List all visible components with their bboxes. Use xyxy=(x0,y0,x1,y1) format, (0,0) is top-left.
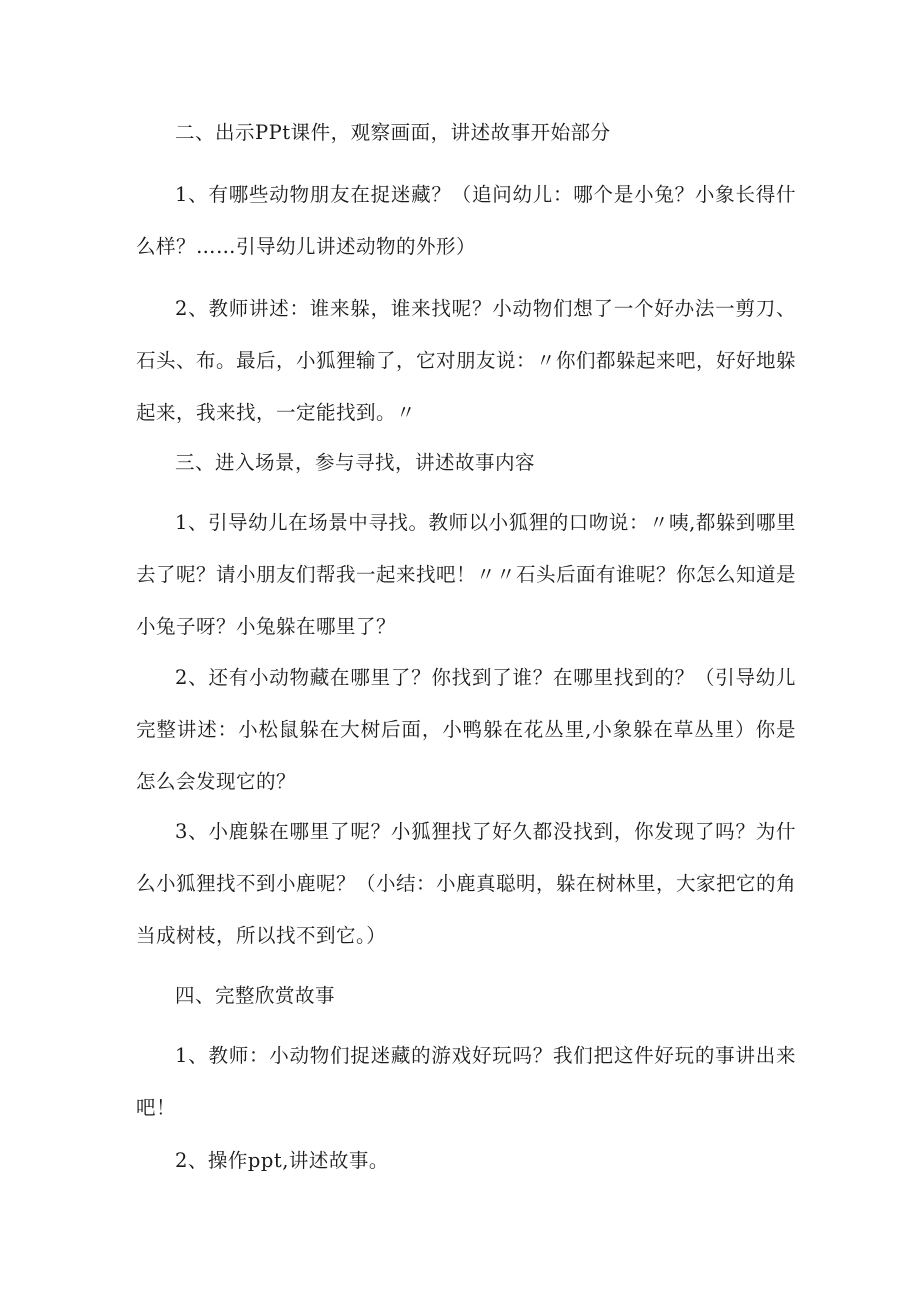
paragraph-item-6: 1、教师：小动物们捉迷藏的游戏好玩吗？我们把这件好玩的事讲出来吧！ xyxy=(136,1044,796,1119)
section-heading-2: 二、出示PPt课件，观察画面，讲述故事开始部分 xyxy=(175,121,611,144)
paragraph-item-7: 2、操作ppt,讲述故事。 xyxy=(175,1149,389,1172)
paragraph-item-3: 1、引导幼儿在场景中寻找。教师以小狐狸的口吻说：〃咦,都躲到哪里去了呢？请小朋友们帮我一起来找吧！〃〃石头后面有谁呢？你怎么知道是小兔子呀？小兔躲在哪里了？ xyxy=(136,511,797,638)
paragraph-item-4: 2、还有小动物藏在哪里了？你找到了谁？在哪里找到的？（引导幼儿完整讲述：小松鼠躲在大树后面，小鸭躲在花丛里,小象躲在草丛里）你是怎么会发现它的？ xyxy=(136,666,796,793)
paragraph-item-1: 1、有哪些动物朋友在捉迷藏？（追问幼儿：哪个是小兔？小象长得什么样？……引导幼儿讲述动物的外形） xyxy=(136,183,796,258)
paragraph-item-5: 3、小鹿躲在哪里了呢？小狐狸找了好久都没找到，你发现了吗？为什么小狐狸找不到小鹿呢？（小结：小鹿真聪明，躲在树林里，大家把它的角当成树枝，所以找不到它。） xyxy=(136,820,797,947)
section-heading-3: 三、进入场景，参与寻找，讲述故事内容 xyxy=(175,451,536,474)
paragraph-item-2: 2、教师讲述：谁来躲，谁来找呢？小动物们想了一个好办法一剪刀、石头、布。最后，小狐狸输了，它对朋友说：〃你们都躲起来吧，好好地躲起来，我来找，一定能找到。〃 xyxy=(136,297,797,424)
section-heading-4: 四、完整欣赏故事 xyxy=(175,984,336,1007)
